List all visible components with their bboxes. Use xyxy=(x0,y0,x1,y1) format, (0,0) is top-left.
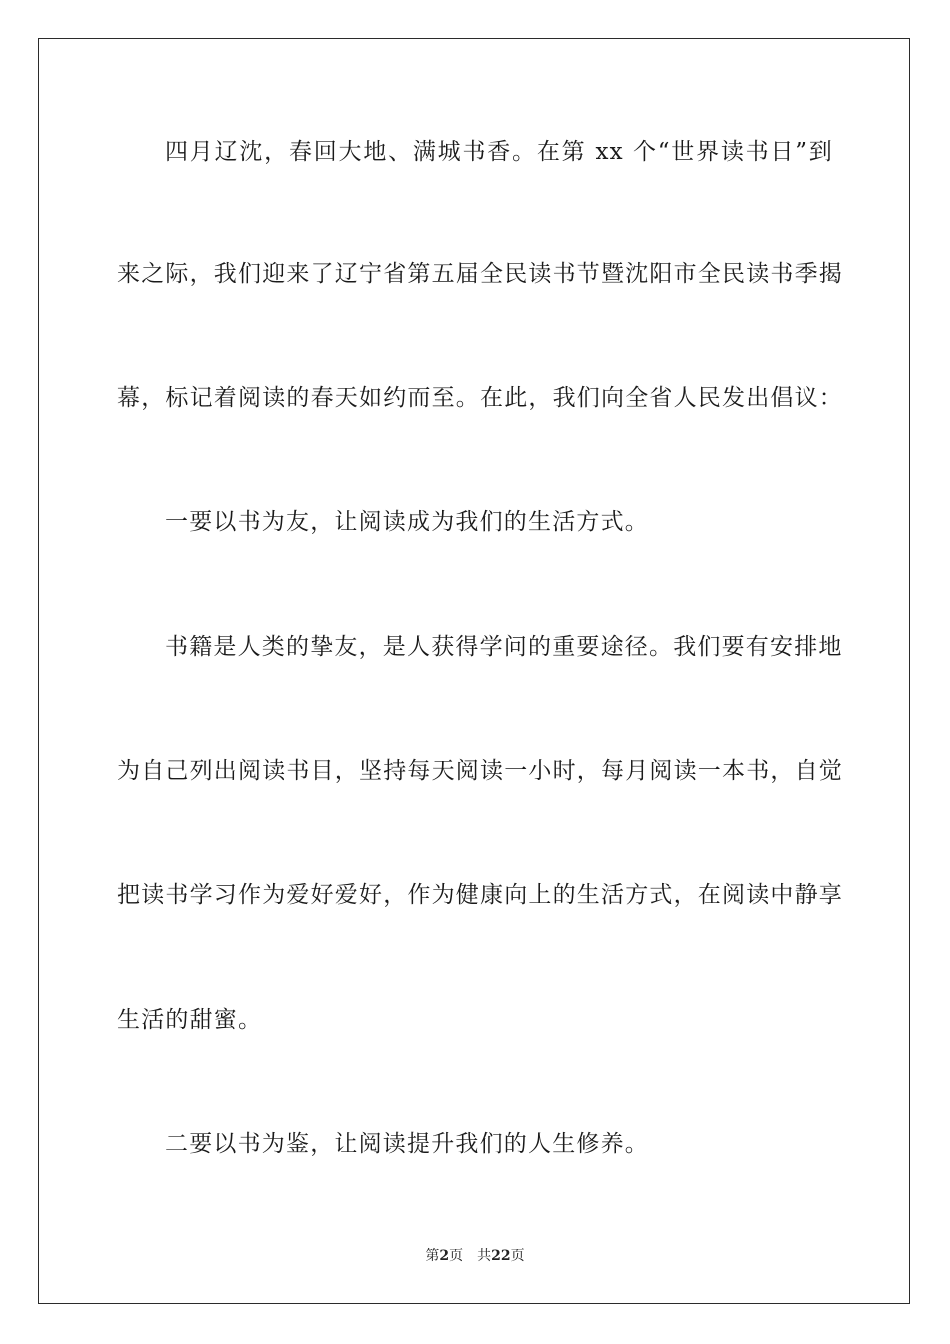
body-line-4: 一要以书为友，让阅读成为我们的生活方式。 xyxy=(165,509,649,535)
total-suffix: 页 xyxy=(510,1248,525,1264)
total-pages: 22 xyxy=(491,1248,511,1264)
body-line-6: 为自己列出阅读书目，坚持每天阅读一小时，每月阅读一本书，自觉 xyxy=(117,758,843,784)
body-line-3: 幕，标记着阅读的春天如约而至。在此，我们向全省人民发出倡议： xyxy=(117,385,843,411)
body-line-9: 二要以书为鉴，让阅读提升我们的人生修养。 xyxy=(165,1131,649,1157)
body-line-2: 来之际，我们迎来了辽宁省第五届全民读书节暨沈阳市全民读书季揭 xyxy=(117,261,843,287)
page-suffix: 页 xyxy=(449,1248,464,1264)
body-line-1: 四月辽沈，春回大地、满城书香。在第 xx 个“世界读书日”到 xyxy=(165,139,833,165)
body-line-7: 把读书学习作为爱好爱好，作为健康向上的生活方式，在阅读中静享 xyxy=(117,882,843,908)
page-border xyxy=(38,38,910,1304)
body-line-8: 生活的甜蜜。 xyxy=(117,1007,263,1033)
page-prefix: 第 xyxy=(425,1248,440,1264)
page-footer xyxy=(0,1246,950,1266)
body-line-5: 书籍是人类的挚友，是人获得学问的重要途径。我们要有安排地 xyxy=(165,634,843,660)
page-number: 2 xyxy=(439,1248,450,1264)
total-prefix: 共 xyxy=(477,1248,492,1264)
